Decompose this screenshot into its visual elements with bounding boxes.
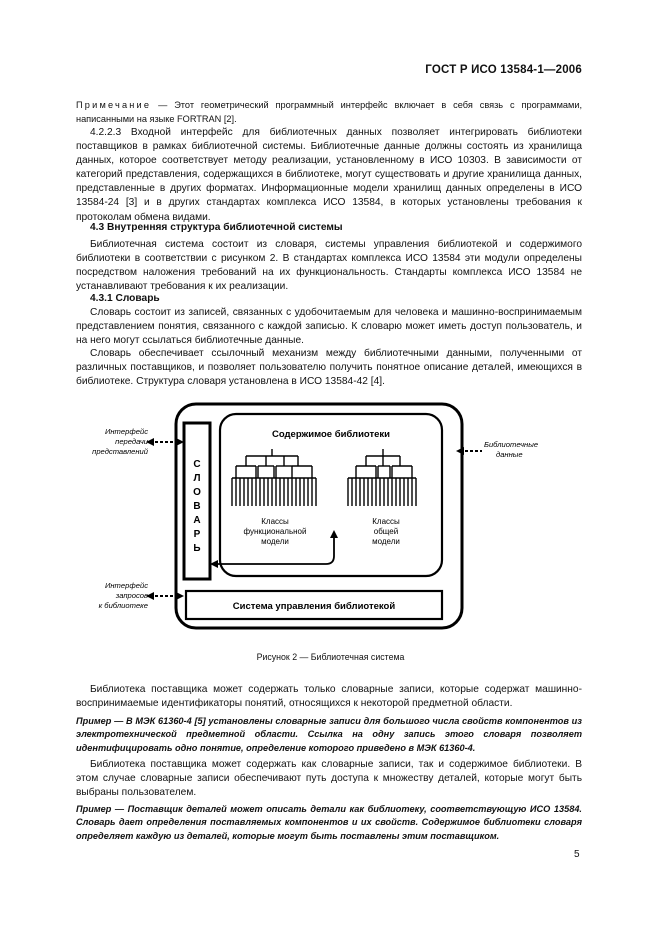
paragraph-supplier-library	[76, 683, 582, 711]
figure-caption: Рисунок 2 — Библиотечная система	[256, 652, 405, 662]
paragraph-text: Библиотечная система состоит из словаря, системы управления библиотекой и содержимого библиотеки в соответствии с рисунком 2. В стандартах комплекса ИСО 13584 эти модули определены посредством наложения требований на их функциональность. Стандарты комплекса ИСО 13584 не устанавливают требования к их реализации.	[76, 239, 582, 293]
dictionary-letter: А	[193, 515, 201, 526]
common-classes-label: модели	[372, 537, 400, 546]
presentation-interface-label: передачи	[115, 437, 148, 446]
query-interface-label: запросов	[115, 591, 148, 600]
paragraph-text: Словарь состоит из записей, связанных с удобочитаемым для человека и машинно-воспринимаемым представлением понятия, связанного с каждой записью. К словарю может иметь доступ пользователь, и на него могут ссылаться библиотечные данные.	[76, 307, 582, 347]
common-model-tree	[348, 449, 416, 506]
library-data-label: данные	[496, 450, 523, 459]
page-number: 5	[574, 849, 580, 860]
functional-classes-label: модели	[261, 537, 289, 546]
functional-classes-label: Классы	[261, 517, 289, 526]
example-iec-61360: Пример — В МЭК 61360-4 [5] установлены словарные записи для большого числа свойств компонентов из электротехнической предметной области. Ссылка на одну запись этого словаря позволяет идентифицировать одно понятие, определение которого приведено в МЭК 61360-4.	[76, 716, 582, 753]
library-data-arrow	[456, 447, 482, 455]
library-management-label: Система управления библиотекой	[232, 601, 396, 612]
library-data-label: Библиотечные	[484, 440, 539, 449]
functional-classes-label: функциональной	[243, 527, 307, 536]
dictionary-letter: Л	[193, 473, 201, 484]
document-header: ГОСТ Р ИСО 13584-1—2006	[425, 64, 582, 76]
query-interface-arrow	[146, 592, 184, 600]
heading-4-3: 4.3 Внутренняя структура библиотечной системы	[90, 222, 343, 233]
note-label: Примечание	[76, 100, 152, 110]
paragraph-text: Библиотека поставщика может содержать только словарные записи, которые содержат машинно-воспринимаемые идентификаторы понятий, относящихся к некоторой предметной области.	[76, 684, 582, 710]
dictionary-letter: Р	[193, 529, 201, 540]
common-classes-label: Классы	[372, 517, 400, 526]
common-classes-label: общей	[373, 527, 399, 536]
paragraph-text: Библиотека поставщика может содержать как словарные записи, так и содержимое библиотеки. В этом случае словарные записи обеспечивают путь доступа к множеству деталей, которые могут быть выбраны пользователем.	[76, 759, 582, 799]
dictionary-letter: В	[193, 501, 201, 512]
library-content-title: Содержимое библиотеки	[271, 429, 391, 440]
dictionary-letter: Ь	[193, 543, 201, 554]
example-parts-supplier: Пример — Поставщик деталей может описать детали как библиотеку, соответствующую ИСО 13584. Словарь дает определения поставляемых компонентов и их свойств. Содержимое библиотеки словаря определяет каждую из деталей, которые могут быть поставлены этим поставщиком.	[76, 804, 582, 841]
dictionary-letter: О	[193, 487, 201, 498]
heading-4-3-1: 4.3.1 Словарь	[90, 293, 160, 304]
dictionary-letter: С	[193, 459, 201, 470]
presentation-interface-label: Интерфейс	[104, 427, 148, 436]
query-interface-label: к библиотеке	[98, 601, 148, 610]
paragraph-text: Словарь обеспечивает ссылочный механизм между библиотечными данными, полученными от различных поставщиков, и позволяет пользователю получить понятное описание деталей, имеющихся в библиотеке. Структура словаря установлена в ИСО 13584-42 [4].	[76, 348, 582, 388]
note-text: — Этот геометрический программный интерфейс включает в себя связь с программами, написанными на языке FORTRAN [2].	[76, 100, 582, 124]
presentation-interface-arrow	[146, 438, 184, 446]
paragraph-supplier-content	[76, 758, 582, 800]
paragraph-text: 4.2.2.3 Входной интерфейс для библиотечных данных позволяет интегрировать библиотеки поставщиков в рамках библиотечной системы. Библиотечные данные должны состоять из хранилища данных, которое соответствует методу реализации, установленному в ИСО 10303. В зависимости от категорий представления, содержащихся в библиотеке, могут существовать и другие хранилища данных, представленные в других форматах. Информационные модели хранилищ данных определены в ИСО 13584-24 [3] и в других стандартах комплекса ИСО 13584, в которых установлены требования к протоколам обмена видами.	[76, 127, 582, 223]
presentation-interface-label: представлений	[92, 447, 148, 456]
functional-model-tree	[232, 449, 316, 506]
query-interface-label: Интерфейс	[104, 581, 148, 590]
